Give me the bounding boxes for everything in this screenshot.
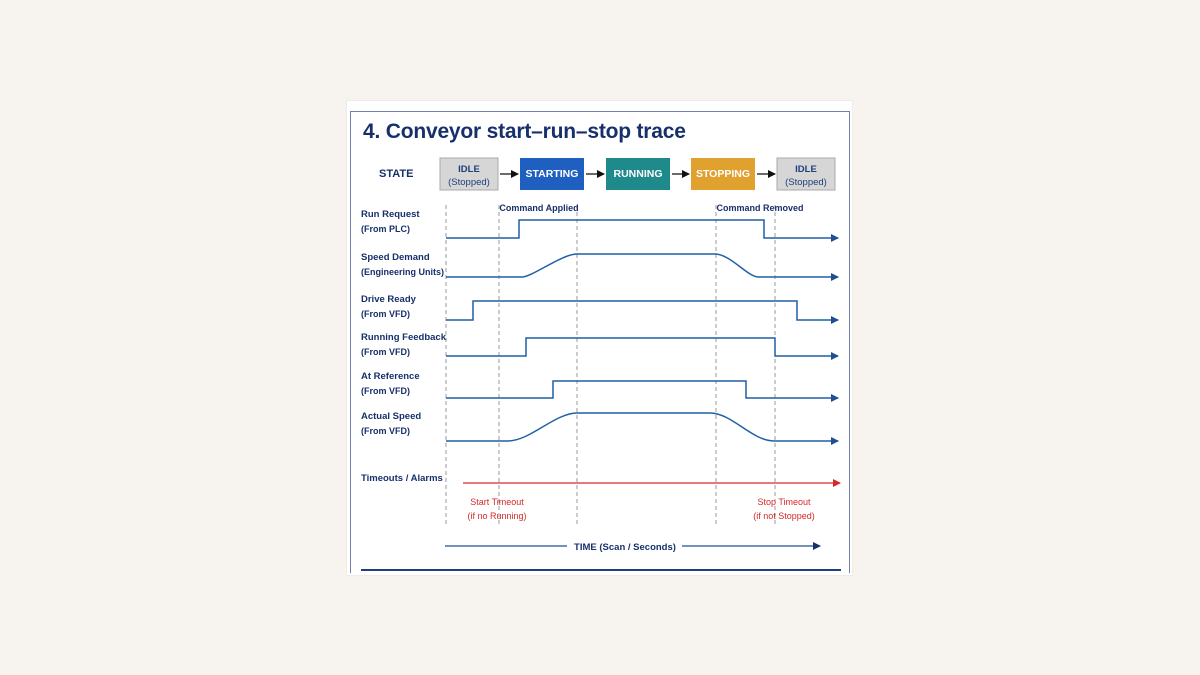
alarms-label: Timeouts / Alarms xyxy=(361,473,443,484)
stop-timeout-condition: (if not Stopped) xyxy=(753,511,815,521)
signal-name: Running Feedback xyxy=(361,332,446,343)
signal-name: Speed Demand xyxy=(361,252,430,263)
state-box-3 xyxy=(606,158,670,190)
command-removed-label: Command Removed xyxy=(716,203,804,213)
signal-label-6 xyxy=(361,411,421,436)
signal-name: At Reference xyxy=(361,371,420,382)
signal-source: (From VFD) xyxy=(361,347,410,357)
state-box-1 xyxy=(440,158,498,190)
state-box-label: IDLE xyxy=(458,164,480,175)
signal-source: (Engineering Units) xyxy=(361,267,444,277)
stop-timeout-label: Stop Timeout xyxy=(757,497,811,507)
state-box-label: RUNNING xyxy=(613,168,663,180)
signal-label-5 xyxy=(361,371,420,396)
drive-ready-trace xyxy=(446,301,838,320)
signal-label-1 xyxy=(361,209,420,234)
state-box-4 xyxy=(691,158,755,190)
signal-label-3 xyxy=(361,294,417,319)
start-timeout-condition: (if no Running) xyxy=(467,511,527,521)
bottom-rule xyxy=(361,569,841,571)
time-axis-label: TIME (Scan / Seconds) xyxy=(574,542,676,553)
state-box-2 xyxy=(520,158,584,190)
run-request-trace xyxy=(446,220,838,238)
signal-label-4 xyxy=(361,332,447,357)
signal-source: (From PLC) xyxy=(361,224,410,234)
state-box-label: IDLE xyxy=(795,164,817,175)
signal-name: Run Request xyxy=(361,209,420,220)
command-applied-label: Command Applied xyxy=(499,203,579,213)
actual-speed-trace xyxy=(446,413,838,441)
diagram-title: 4. Conveyor start–run–stop trace xyxy=(363,120,686,143)
state-box-label: STOPPING xyxy=(695,168,751,180)
signal-source: (From VFD) xyxy=(361,386,410,396)
state-row-label: STATE xyxy=(379,168,414,180)
speed-demand-trace xyxy=(446,254,838,277)
signal-source: (From VFD) xyxy=(361,309,410,319)
at-reference-trace xyxy=(446,381,838,398)
signal-traces xyxy=(446,220,838,441)
phase-guides xyxy=(446,205,775,524)
signal-source: (From VFD) xyxy=(361,426,410,436)
signal-name: Drive Ready xyxy=(361,294,416,305)
state-boxes xyxy=(440,158,835,190)
signal-name: Actual Speed xyxy=(361,411,422,422)
start-timeout-label: Start Timeout xyxy=(470,497,524,507)
running-feedback-trace xyxy=(446,338,838,356)
state-box-label: (Stopped) xyxy=(448,177,490,188)
state-box-label: STARTING xyxy=(525,168,579,180)
state-box-label: (Stopped) xyxy=(785,177,827,188)
signal-label-2 xyxy=(361,252,444,277)
signal-labels xyxy=(361,209,447,436)
state-box-5 xyxy=(777,158,835,190)
